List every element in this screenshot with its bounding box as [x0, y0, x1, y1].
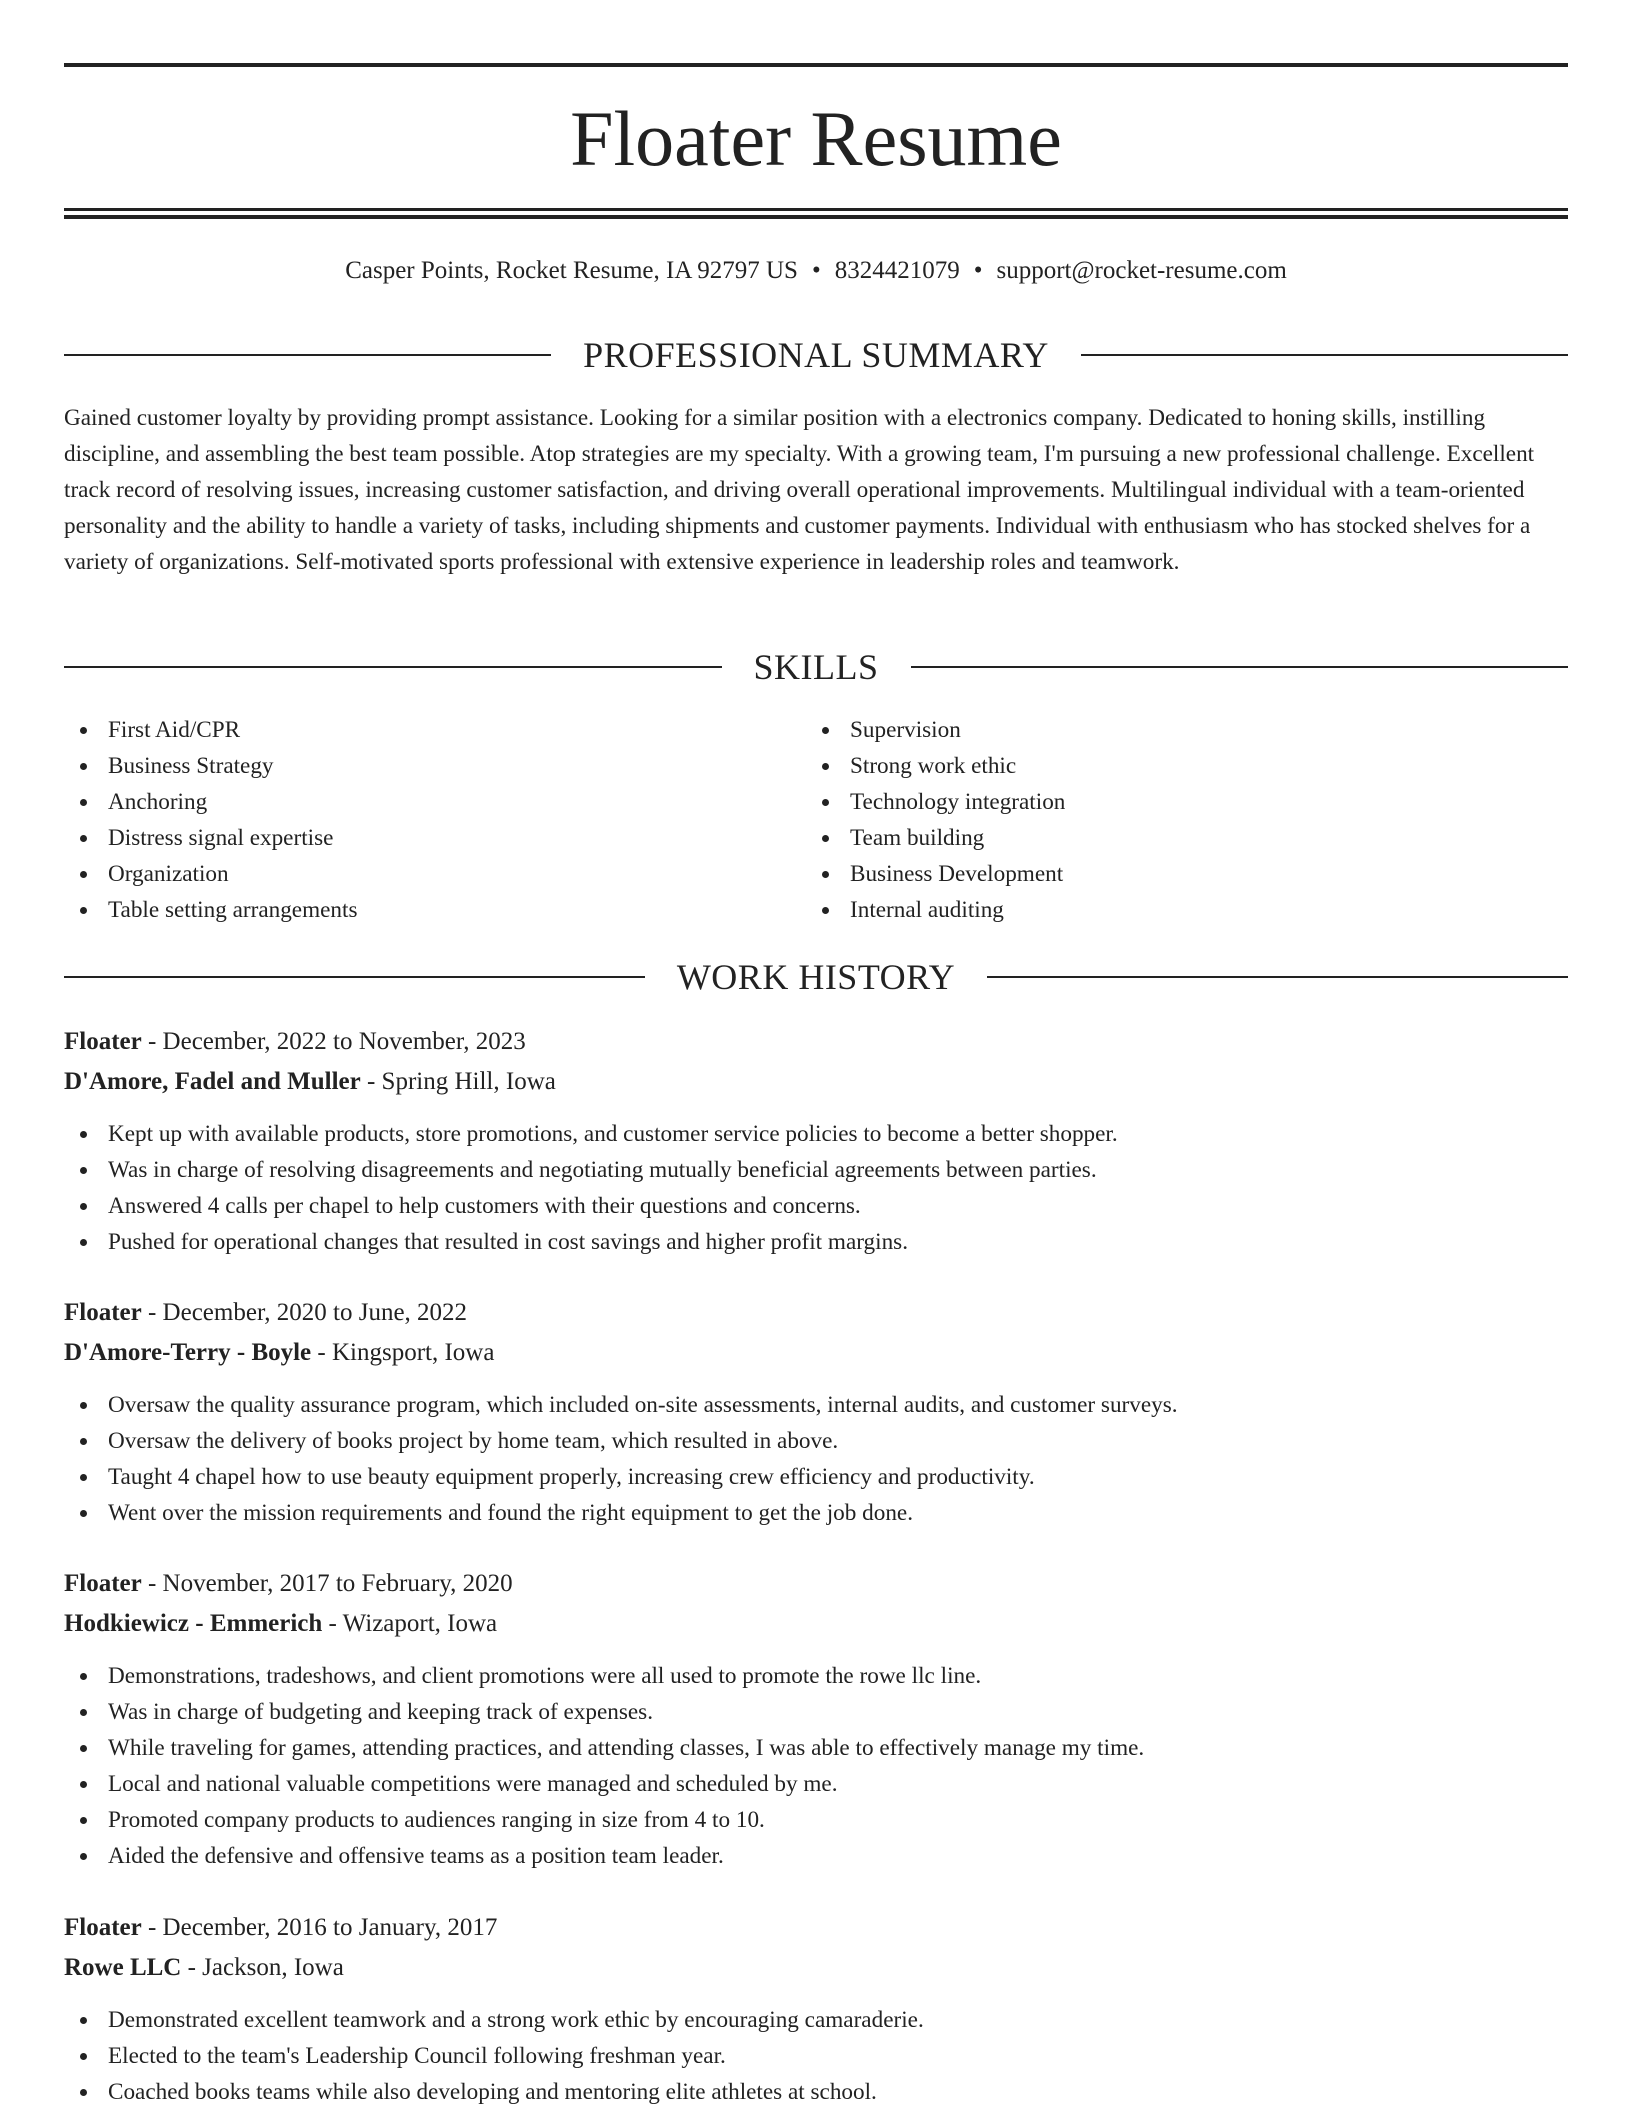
skill-item: Anchoring — [64, 784, 357, 820]
job-bullet: Demonstrated excellent teamwork and a strong work ethic by encouraging camaraderie. — [64, 2002, 1568, 2038]
job-company-line — [64, 1604, 1568, 1644]
skill-item: Business Strategy — [64, 748, 357, 784]
job-location: - Kingsport, Iowa — [311, 1339, 495, 1366]
top-rule — [64, 63, 1568, 67]
skill-item: First Aid/CPR — [64, 712, 357, 748]
job-company-line — [64, 1333, 1568, 1373]
skill-item: Technology integration — [806, 784, 1065, 820]
job-title-line — [64, 1564, 1568, 1604]
skill-item: Table setting arrangements — [64, 892, 357, 928]
job-bullet: Went over the mission requirements and found the right equipment to get the job done. — [64, 1495, 1568, 1531]
job-location: - Wizaport, Iowa — [322, 1610, 498, 1637]
job-bullet: Elected to the team's Leadership Council following freshman year. — [64, 2038, 1568, 2074]
job-bullet: Demonstrations, tradeshows, and client promotions were all used to promote the rowe llc line. — [64, 1658, 1568, 1694]
job-bullet: Promoted company products to audiences ranging in size from 4 to 10. — [64, 1802, 1568, 1838]
skill-item: Strong work ethic — [806, 748, 1065, 784]
contact-email: support@rocket-resume.com — [996, 257, 1287, 284]
job-company: Rowe LLC — [64, 1954, 182, 1981]
job-bullets — [64, 1116, 1568, 1260]
job-company: Hodkiewicz - Emmerich — [64, 1610, 323, 1637]
contact-line — [64, 254, 1568, 288]
job-title: Floater — [64, 1570, 142, 1597]
heading-rule — [987, 976, 1568, 978]
job-company: D'Amore, Fadel and Muller — [64, 1068, 361, 1095]
job-bullet: Coached books teams while also developing and mentoring elite athletes at school. — [64, 2074, 1568, 2110]
job-location: - Jackson, Iowa — [181, 1954, 344, 1981]
job-bullet: Kept up with available products, store promotions, and customer service policies to become a better shopper. — [64, 1116, 1568, 1152]
job-title: Floater — [64, 1299, 142, 1326]
job-entry — [64, 1908, 1568, 2110]
contact-phone: 8324421079 — [834, 257, 960, 284]
summary-heading — [64, 333, 1568, 377]
heading-rule — [64, 976, 645, 978]
job-company: D'Amore-Terry - Boyle — [64, 1339, 312, 1366]
summary-heading-label: PROFESSIONAL SUMMARY — [583, 335, 1049, 375]
job-bullets — [64, 2002, 1568, 2110]
job-bullet: While traveling for games, attending practices, and attending classes, I was able to effectively manage my time. — [64, 1730, 1568, 1766]
work-history-heading — [64, 955, 1568, 999]
skills-left-column — [64, 712, 357, 928]
heading-rule — [64, 666, 722, 668]
contact-separator: • — [973, 257, 983, 284]
job-bullet: Answered 4 calls per chapel to help customers with their questions and concerns. — [64, 1188, 1568, 1224]
title-double-rule — [64, 208, 1568, 219]
skills-right-column — [806, 712, 1065, 928]
job-bullet: Aided the defensive and offensive teams as a position team leader. — [64, 1838, 1568, 1874]
job-bullet: Pushed for operational changes that resulted in cost savings and higher profit margins. — [64, 1224, 1568, 1260]
summary-text: Gained customer loyalty by providing prompt assistance. Looking for a similar position with a electronics company. Dedicated to honing skills, instilling discipline, and assembling the best team possible. Atop strategies are my specialty. With a growing team, I'm pursuing a new professional challenge. Excellent track record of resolving issues, increasing customer satisfaction, and driving overall operational improvements. Multilingual individual with a team-oriented personality and the ability to handle a variety of tasks, including shipments and customer payments. Individual with enthusiasm who has stocked shelves for a variety of organizations. Self-motivated sports professional with extensive experience in leadership roles and teamwork. — [64, 405, 1535, 575]
skills-heading-label: SKILLS — [753, 647, 879, 687]
job-entry — [64, 1293, 1568, 1531]
job-dates: - December, 2022 to November, 2023 — [141, 1028, 526, 1055]
job-bullets — [64, 1387, 1568, 1531]
contact-address: Casper Points, Rocket Resume, IA 92797 US — [345, 257, 798, 284]
job-bullet: Was in charge of resolving disagreements and negotiating mutually beneficial agreements between parties. — [64, 1152, 1568, 1188]
job-entry — [64, 1564, 1568, 1874]
job-location: - Spring Hill, Iowa — [360, 1068, 556, 1095]
job-company-line — [64, 1062, 1568, 1102]
heading-rule — [64, 354, 551, 356]
job-title-line — [64, 1293, 1568, 1333]
job-company-line — [64, 1948, 1568, 1988]
skill-item: Distress signal expertise — [64, 820, 357, 856]
job-bullet: Was in charge of budgeting and keeping track of expenses. — [64, 1694, 1568, 1730]
job-title: Floater — [64, 1914, 142, 1941]
skill-item: Supervision — [806, 712, 1065, 748]
contact-separator: • — [811, 257, 821, 284]
job-title-line — [64, 1908, 1568, 1948]
job-bullet: Oversaw the quality assurance program, which included on-site assessments, internal audits, and customer surveys. — [64, 1387, 1568, 1423]
job-bullet: Taught 4 chapel how to use beauty equipment properly, increasing crew efficiency and productivity. — [64, 1459, 1568, 1495]
heading-rule — [911, 666, 1569, 668]
skill-item: Business Development — [806, 856, 1065, 892]
skill-item: Team building — [806, 820, 1065, 856]
job-title: Floater — [64, 1028, 142, 1055]
job-dates: - December, 2016 to January, 2017 — [141, 1914, 498, 1941]
job-bullet: Local and national valuable competitions were managed and scheduled by me. — [64, 1766, 1568, 1802]
skill-item: Internal auditing — [806, 892, 1065, 928]
job-dates: - December, 2020 to June, 2022 — [141, 1299, 468, 1326]
resume-title: Floater Resume — [570, 95, 1062, 182]
skills-heading — [64, 645, 1568, 689]
job-entry — [64, 1022, 1568, 1260]
job-bullets — [64, 1658, 1568, 1874]
work-history-heading-label: WORK HISTORY — [676, 957, 956, 997]
skill-item: Organization — [64, 856, 357, 892]
job-bullet: Oversaw the delivery of books project by home team, which resulted in above. — [64, 1423, 1568, 1459]
job-dates: - November, 2017 to February, 2020 — [141, 1570, 513, 1597]
job-title-line — [64, 1022, 1568, 1062]
heading-rule — [1081, 354, 1568, 356]
